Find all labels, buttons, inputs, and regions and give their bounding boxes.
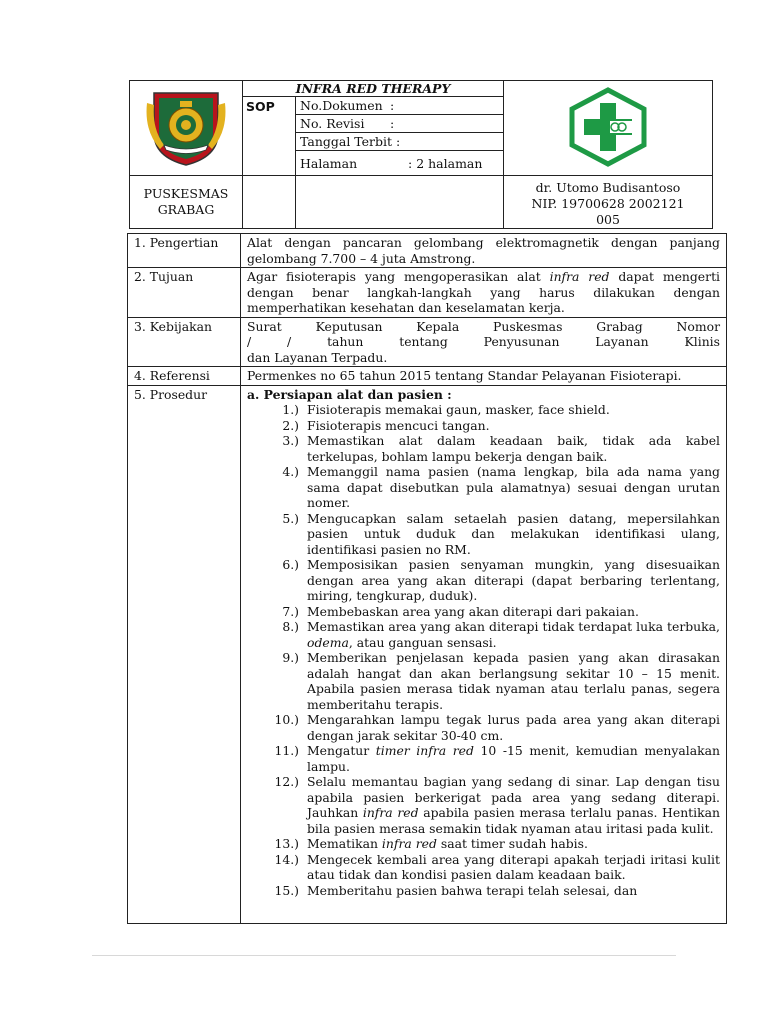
step-text: Mengatur timer infra red 10 -15 menit, kemudian menyalakan lampu. — [307, 743, 720, 774]
step-number: 10.) — [274, 712, 299, 727]
puskesmas-logo-cell — [504, 81, 713, 176]
text-pengertian: Alat dengan pancaran gelombang elektromagnetik dengan panjang gelombang 7.700 – 4 juta Amstrong. — [241, 234, 727, 268]
step-text: Membebaskan area yang akan diterapi dari pakaian. — [307, 603, 639, 619]
step-number: 4.) — [282, 464, 299, 479]
step-text: Memastikan alat dalam keadaan baik, tidak ada kabel terkelupas, bohlam lampu bekerja dengan baik. — [307, 433, 720, 464]
procedure-step — [247, 774, 720, 836]
row-referensi — [128, 367, 727, 386]
procedure-step — [247, 511, 720, 558]
row-kebijakan — [128, 317, 727, 367]
step-text: Memberitahu pasien bahwa terapi telah selesai, dan — [307, 882, 638, 898]
step-text: Mengecek kembali area yang diterapi apakah terjadi iritasi kulit atau tidak dan kondisi pasien dalam keadaan baik. — [307, 851, 720, 882]
step-number: 6.) — [282, 557, 299, 572]
procedure-step — [247, 557, 720, 604]
row-pengertian — [128, 234, 727, 268]
text-kebijakan: Surat Keputusan Kepala Puskesmas Grabag Nomor / / tahun tentang Penyusunan Layanan Klinis dan Layanan Terpadu. — [241, 317, 727, 367]
empty-info-cell — [296, 176, 504, 229]
procedure-step — [247, 418, 720, 434]
empty-sop-cell — [243, 176, 296, 229]
procedure-step — [247, 650, 720, 712]
label-referensi: 4. Referensi — [128, 367, 241, 386]
text-prosedur — [241, 385, 727, 923]
text-tujuan: Agar fisioterapis yang mengoperasikan alat infra red dapat mengerti dengan benar langkah-langkah yang harus dilakukan dengan memperhatikan kesehatan dan keselamatan kerja. — [241, 268, 727, 318]
row-prosedur — [128, 385, 727, 923]
label-kebijakan: 3. Kebijakan — [128, 317, 241, 367]
procedure-step — [247, 712, 720, 743]
step-number: 13.) — [274, 836, 299, 851]
regency-emblem-logo — [144, 87, 228, 167]
organization-name: PUSKESMAS GRABAG — [130, 176, 243, 229]
field-tanggal-terbit: Tanggal Terbit : — [296, 133, 504, 151]
step-text: Memastikan area yang akan diterapi tidak terdapat luka terbuka, odema, atau ganguan sensasi. — [307, 619, 720, 650]
procedure-step — [247, 402, 720, 418]
step-text: Fisioterapis memakai gaun, masker, face shield. — [307, 402, 610, 417]
row-tujuan — [128, 268, 727, 318]
regency-emblem-cell — [130, 81, 243, 176]
step-text: Mengucapkan salam setaelah pasien datang, mepersilahkan pasien untuk duduk dan melakukan identifikasi ulang, identifikasi pasien no RM. — [307, 510, 720, 557]
page-bottom-divider — [92, 955, 676, 956]
step-text: Fisioterapis mencuci tangan. — [307, 417, 490, 433]
step-text: Mengarahkan lampu tegak lurus pada area yang akan diterapi dengan jarak sekitar 30-40 cm. — [307, 712, 720, 743]
step-text: Memberikan penjelasan kepada pasien yang akan dirasakan adalah hangat dan akan berlangsung sekitar 10 – 15 menit. Apabila pasien merasa tidak nyaman atau terlalu panas, segera memberitahu terapis. — [307, 650, 720, 712]
sop-content-table — [127, 233, 727, 924]
step-number: 15.) — [274, 882, 299, 898]
label-prosedur: 5. Prosedur — [128, 385, 241, 923]
procedure-step — [247, 604, 720, 620]
step-number: 8.) — [282, 619, 299, 634]
label-pengertian: 1. Pengertian — [128, 234, 241, 268]
step-number: 5.) — [282, 510, 299, 526]
step-text: Memposisikan pasien senyaman mungkin, yang disesuaikan dengan area yang akan diterapi (dapat berbaring terlentang, miring, tengkurap, duduk). — [307, 557, 720, 603]
step-number: 2.) — [282, 417, 299, 433]
step-number: 7.) — [282, 603, 299, 619]
step-text: Mematikan infra red saat timer sudah habis. — [307, 836, 588, 851]
procedure-step — [247, 619, 720, 650]
procedure-step — [247, 464, 720, 511]
procedure-steps-list — [247, 402, 720, 898]
signer-block: dr. Utomo Budisantoso NIP. 19700628 2002121 005 — [504, 176, 713, 229]
step-number: 14.) — [274, 851, 299, 867]
field-no-dokumen: No.Dokumen : — [296, 97, 504, 115]
procedure-step — [247, 743, 720, 774]
procedure-step — [247, 433, 720, 464]
sop-header-table — [129, 80, 713, 229]
step-number: 12.) — [274, 774, 299, 789]
puskesmas-logo — [566, 87, 650, 167]
step-number: 9.) — [282, 650, 299, 665]
step-text: Memanggil nama pasien (nama lengkap, bila ada nama yang sama dapat disebutkan pula alamatnya) sesuai dengan urutan nomer. — [307, 464, 720, 510]
document-title: INFRA RED THERAPY — [243, 81, 504, 97]
field-no-revisi: No. Revisi : — [296, 115, 504, 133]
step-number: 11.) — [274, 743, 299, 758]
procedure-step — [247, 852, 720, 883]
subheading-persiapan: a. Persiapan alat dan pasien : — [247, 386, 452, 402]
text-referensi: Permenkes no 65 tahun 2015 tentang Standar Pelayanan Fisioterapi. — [241, 367, 727, 386]
step-text: Selalu memantau bagian yang sedang di sinar. Lap dengan tisu apabila pasien berkerigat pada area yang sedang diterapi. Jauhkan infra red apabila pasien merasa terlalu panas. Hentikan bila pasien merasa semakin tidak nyaman atau iritasi pada kulit. — [307, 774, 720, 836]
procedure-step — [247, 836, 720, 852]
field-halaman: Halaman : 2 halaman — [296, 151, 504, 176]
step-number: 1.) — [282, 402, 299, 417]
step-number: 3.) — [282, 433, 299, 448]
procedure-step — [247, 883, 720, 899]
sop-label: SOP — [243, 97, 296, 176]
label-tujuan: 2. Tujuan — [128, 268, 241, 318]
